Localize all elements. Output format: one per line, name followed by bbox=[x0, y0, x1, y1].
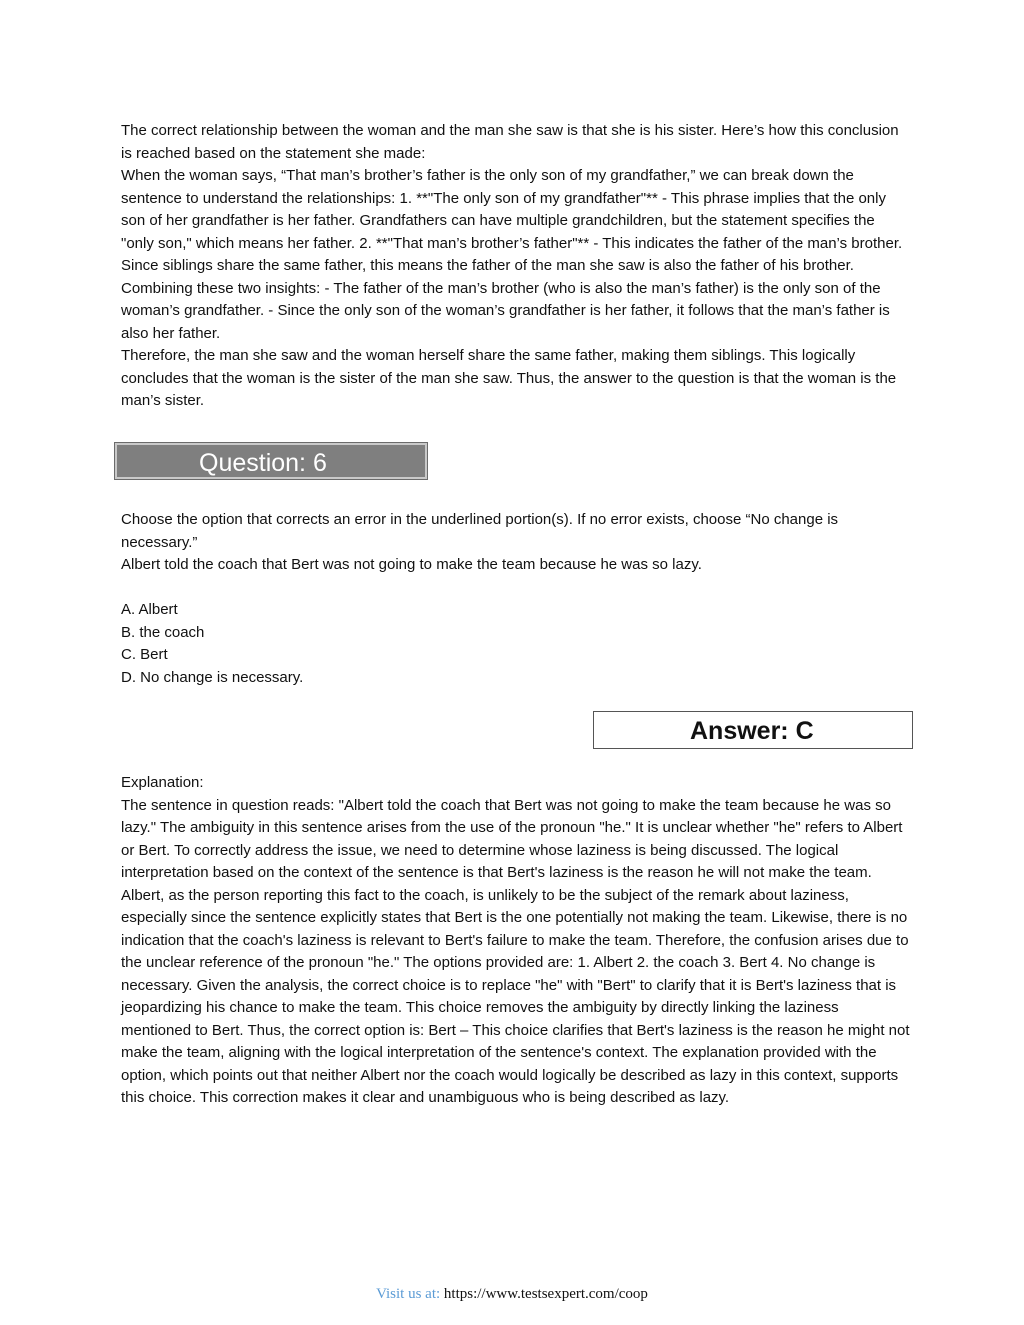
answer-label: Answer: C bbox=[690, 717, 814, 745]
page-footer bbox=[0, 1284, 1024, 1304]
options-list bbox=[121, 599, 911, 689]
explanation-heading: Explanation: bbox=[121, 774, 204, 791]
footer-visit-label: Visit us at: bbox=[376, 1286, 444, 1302]
option-a: A. Albert bbox=[121, 601, 178, 618]
paragraph: The correct relationship between the woman and the man she saw is that she is his sister. Here’s how this conclusion is reached based on the statement she made: bbox=[121, 122, 899, 162]
paragraph: When the woman says, “That man’s brother’s father is the only son of my grandfather,” we can break down the sentence to understand the relationships: 1. **"The only son of my grandfather"** - This phrase implies that the only son of her grandfather is her father. Grandfathers can have multiple grandchildren, but the statement specifies the "only son," which means her father. 2. **"That man’s brother’s father"** - This indicates the father of the man’s brother. Since siblings share the same father, this means the father of the man she saw is also the father of his brother. bbox=[121, 167, 903, 274]
answer-explanation bbox=[121, 772, 911, 1110]
question-sentence: Albert told the coach that Bert was not going to make the team because he was so lazy. bbox=[121, 556, 702, 573]
explanation-text: The sentence in question reads: "Albert told the coach that Bert was not going to make the team because he was so lazy." The ambiguity in this sentence arises from the use of the pronoun "he." It is unclear whether "he" refers to Albert or Bert. To correctly address the issue, we need to determine whose laziness is being discussed. The logical interpretation based on the context of the sentence is that Bert's laziness is the reason he will not make the team. Albert, as the person reporting this fact to the coach, is unlikely to be the subject of the remark about laziness, especially since the sentence explicitly states that Bert is the one potentially not making the team. Likewise, there is no indication that the coach's laziness is relevant to Bert's failure to make the team. Therefore, the confusion arises due to the unclear reference of the pronoun "he." The options provided are: 1. Albert 2. the coach 3. Bert 4. No change is necessary. Given the analysis, the correct choice is to replace "he" with "Bert" to clarify that it is Bert's laziness that is jeopardizing his chance to make the team. This choice removes the ambiguity by directly linking the laziness mentioned to Bert. Thus, the correct option is: Bert – This choice clarifies that Bert's laziness is the reason he might not make the team, aligning with the logical interpretation of the sentence's context. The explanation provided with the option, which points out that neither Albert nor the coach would logically be described as lazy in this context, supports this choice. This correction makes it clear and unambiguous who is being described as lazy. bbox=[121, 796, 910, 1106]
paragraph: Therefore, the man she saw and the woman herself share the same father, making them siblings. This logically concludes that the woman is the sister of the man she saw. Thus, the answer to the question is that the woman is the man’s sister. bbox=[121, 347, 897, 409]
question-body bbox=[121, 509, 911, 577]
option-c: C. Bert bbox=[121, 646, 168, 663]
option-b: B. the coach bbox=[121, 623, 205, 641]
option-d: D. No change is necessary. bbox=[121, 668, 304, 686]
answer-box bbox=[593, 711, 913, 749]
paragraph: Combining these two insights: - The father of the man’s brother (who is also the man’s father) is the only son of the woman’s grandfather. - Since the only son of the woman’s grandfather is her father, it follows that the man’s father is also her father. bbox=[121, 279, 890, 342]
previous-answer-explanation bbox=[121, 120, 911, 413]
footer-url-link[interactable]: https://www.testsexpert.com/coop bbox=[443, 1286, 648, 1302]
question-heading-banner bbox=[115, 443, 427, 479]
question-instruction: Choose the option that corrects an error in the underlined portion(s). If no error exists, choose “No change is necessary.” bbox=[121, 511, 839, 551]
question-heading: Question: 6 bbox=[199, 449, 327, 477]
